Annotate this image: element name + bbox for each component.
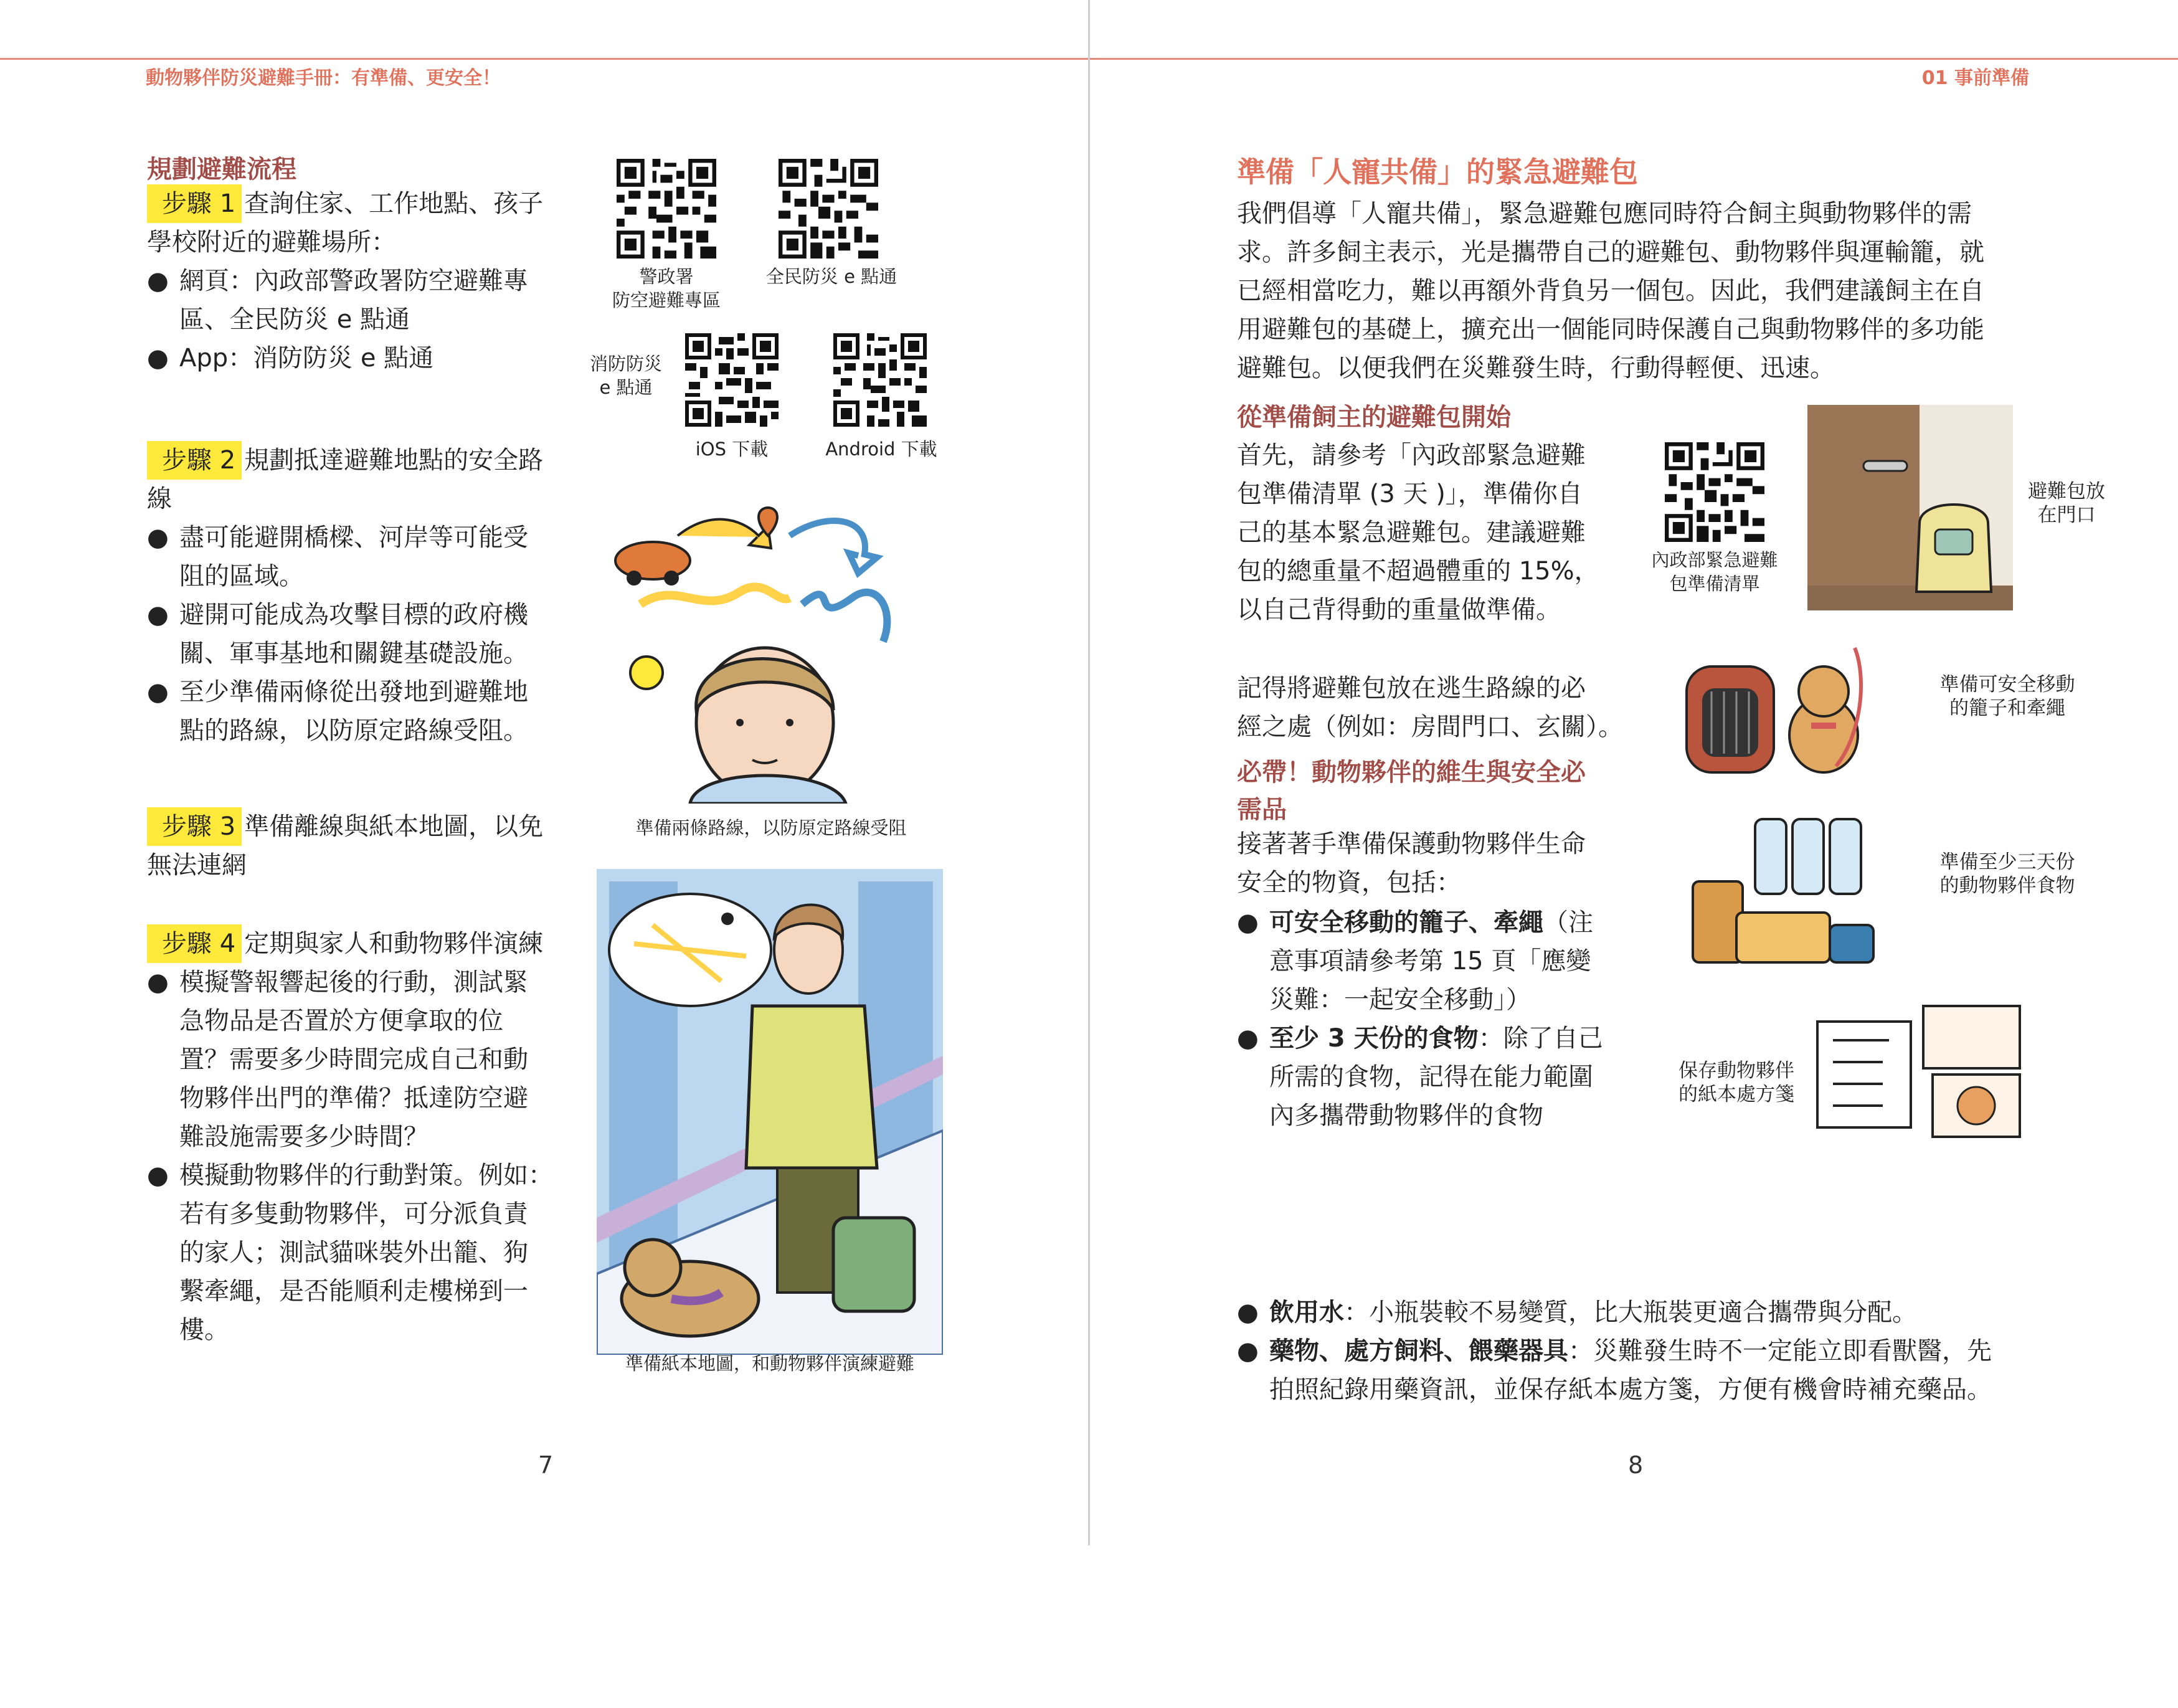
step2-bullet1	[147, 518, 577, 595]
bullet-text: 網頁：內政部警政署防空避難專	[179, 267, 528, 295]
item-text: 災難：一起安全移動」）	[1269, 985, 1531, 1014]
para-line: 包的總重量不超過體重的 15%，	[1237, 557, 1599, 586]
step1-block	[147, 184, 577, 377]
item-text: ：災難發生時不一定能立即看獸醫，先	[1568, 1337, 1992, 1365]
caption-food	[1923, 850, 2091, 898]
caption-line: 準備至少三天份	[1939, 851, 2075, 873]
remember-paragraph	[1237, 669, 1673, 746]
step3-text: 準備離線與紙本地圖，以免	[244, 812, 544, 841]
bullet-text: 區、全民防災 e 點通	[179, 305, 410, 334]
owner-bag-paragraph	[1237, 436, 1629, 629]
bullet-text: 盡可能避開橋樑、河岸等可能受	[179, 523, 528, 552]
bullet-dot: ●	[1237, 1337, 1259, 1365]
qr-caption-android: Android 下載	[825, 439, 937, 460]
step1-text-cont: 學校附近的避難場所：	[147, 228, 396, 257]
qr-caption-fire	[582, 352, 670, 399]
bullet-text: 難設施需要多少時間？	[179, 1122, 428, 1151]
item-text: ：小瓶裝較不易變質，比大瓶裝更適合攜帶與分配。	[1344, 1298, 1917, 1327]
item-bold: 可安全移動的籠子、牽繩	[1269, 908, 1543, 937]
step2-block	[147, 441, 577, 750]
bullet-text: 關、軍事基地和關鍵基礎設施。	[179, 639, 528, 668]
item-bold: 飲用水	[1269, 1298, 1344, 1327]
step2-bullet3	[147, 673, 577, 750]
running-head-left: 動物夥伴防災避難手冊：有準備、更安全！	[146, 67, 501, 89]
step2-text-cont: 線	[147, 485, 172, 513]
step3-label: 步驟 3	[147, 807, 242, 846]
page-number-right: 8	[1628, 1451, 1644, 1479]
pet-essentials-list-2	[1237, 1293, 2040, 1409]
prescription-illustration	[1814, 1003, 2026, 1140]
item-text: （注	[1543, 908, 1593, 937]
step3-block	[147, 807, 577, 885]
caption-line: 包準備清單	[1669, 573, 1760, 594]
caption-line: 的籠子和牽繩	[1949, 697, 2065, 719]
intro-paragraph	[1237, 194, 2028, 387]
page-number-left: 7	[538, 1451, 554, 1479]
step2-label: 步驟 2	[147, 441, 242, 480]
bag-at-door-illustration	[1807, 405, 2013, 610]
qr-code-all-people[interactable]	[779, 159, 878, 259]
caption-line: 消防防災	[589, 353, 662, 374]
step2-text: 規劃抵達避難地點的安全路	[244, 446, 544, 475]
item-water	[1237, 1293, 2040, 1332]
caption-line: 保存動物夥伴	[1678, 1060, 1794, 1082]
caption-line: 防空避難專區	[612, 290, 721, 311]
bullet-text: 避開可能成為攻擊目標的政府機	[179, 600, 528, 629]
pet-essentials-list	[1237, 903, 1685, 1135]
item-carrier-leash	[1237, 903, 1685, 1019]
caption-line: 的動物夥伴食物	[1939, 875, 2075, 897]
step1-bullet2	[147, 339, 577, 377]
bullet-text: 物夥伴出門的準備？抵達防空避	[179, 1084, 528, 1113]
step1-bullet1	[147, 262, 577, 339]
intro-line: 已經相當吃力，難以再額外背負另一個包。因此，我們建議飼主在自	[1237, 277, 1984, 305]
qr-code-moi-checklist[interactable]	[1665, 442, 1764, 542]
bullet-text: 急物品是否置於方便拿取的位	[179, 1007, 503, 1035]
para-line: 記得將避難包放在逃生路線的必	[1237, 674, 1586, 703]
bullet-dot: ●	[147, 968, 169, 997]
step4-block	[147, 924, 577, 1349]
subheading-line: 必帶！動物夥伴的維生與安全必	[1237, 758, 1586, 787]
bullet-dot: ●	[147, 600, 169, 629]
qr-code-police[interactable]	[617, 159, 716, 259]
step4-label: 步驟 4	[147, 924, 242, 963]
illus-caption-stairs: 準備紙本地圖，和動物夥伴演練避難	[625, 1353, 914, 1374]
bullet-dot: ●	[147, 678, 169, 706]
step3-text-cont: 無法連網	[147, 851, 247, 880]
bullet-text: 至少準備兩條從出發地到避難地	[179, 678, 528, 706]
item-medicine	[1237, 1332, 2040, 1409]
subheading-pet-essentials	[1237, 754, 1673, 828]
caption-line: 警政署	[639, 266, 694, 287]
bullet-dot: ●	[147, 523, 169, 552]
bullet-dot: ●	[147, 1161, 169, 1190]
para-line: 己的基本緊急避難包。建議避難	[1237, 518, 1586, 547]
intro-line: 避難包。以便我們在災難發生時，行動得輕便、迅速。	[1237, 354, 1835, 382]
left-page	[0, 0, 1089, 1545]
illus-caption-routes: 準備兩條路線，以防原定路線受阻	[635, 817, 907, 838]
caption-line: 內政部緊急避難	[1651, 549, 1778, 571]
pet-essentials-intro	[1237, 825, 1673, 902]
section-title: 規劃避難流程	[147, 155, 296, 184]
qr-caption-ios: iOS 下載	[695, 439, 769, 460]
step4-bullet2	[147, 1156, 577, 1349]
item-text: 意事項請參考第 15 頁「應變	[1269, 947, 1591, 975]
qr-code-ios[interactable]	[685, 333, 779, 427]
step1-label: 步驟 1	[147, 184, 242, 223]
item-text: 所需的食物，記得在能力範圍	[1269, 1063, 1593, 1091]
para-line: 首先，請參考「內政部緊急避難	[1237, 441, 1586, 470]
stairs-evacuation-illustration	[597, 869, 943, 1355]
bullet-text: 模擬警報響起後的行動，測試緊	[179, 968, 528, 997]
caption-line: 在門口	[2037, 504, 2096, 526]
bullet-text: 阻的區域。	[179, 562, 304, 591]
caption-prescription	[1662, 1059, 1811, 1106]
item-food	[1237, 1019, 1685, 1135]
subheading-line: 需品	[1237, 795, 1287, 824]
item-text: 拍照紀錄用藥資訊，並保存紙本處方箋，方便有機會時補充藥品。	[1269, 1375, 1992, 1404]
step2-bullet2	[147, 595, 577, 673]
bullet-text: 置？需要多少時間完成自己和動	[179, 1045, 528, 1074]
para-line: 接著著手準備保護動物夥伴生命	[1237, 830, 1586, 858]
para-line: 安全的物資，包括：	[1237, 868, 1461, 897]
bullet-text: 若有多隻動物夥伴，可分派負責	[179, 1200, 528, 1228]
qr-code-android[interactable]	[833, 333, 927, 427]
qr-caption-moi	[1643, 548, 1786, 595]
carrier-and-leash-illustration	[1680, 642, 1867, 785]
step4-bullet1	[147, 963, 577, 1156]
caption-line: 的紙本處方箋	[1678, 1083, 1794, 1106]
intro-line: 我們倡導「人寵共備」，緊急避難包應同時符合飼主與動物夥伴的需	[1237, 199, 1972, 228]
step4-text: 定期與家人和動物夥伴演練	[244, 929, 544, 958]
water-and-food-illustration	[1680, 807, 1880, 969]
bullet-text: App：消防防災 e 點通	[179, 344, 434, 372]
item-bold: 至少 3 天份的食物	[1269, 1024, 1479, 1053]
running-head-right: 01 事前準備	[1921, 67, 2029, 89]
caption-line: 準備可安全移動	[1939, 673, 2075, 696]
bullet-dot: ●	[1237, 1024, 1259, 1053]
step1-text: 查詢住家、工作地點、孩子	[244, 189, 544, 218]
caption-carrier	[1923, 673, 2091, 720]
qr-caption-all-people: 全民防災 e 點通	[765, 266, 897, 287]
bullet-text: 點的路線，以防原定路線受阻。	[179, 716, 528, 745]
item-bold: 藥物、處方飼料、餵藥器具	[1269, 1337, 1568, 1365]
para-line: 經之處（例如：房間門口、玄關）。	[1237, 713, 1623, 741]
para-line: 以自己背得動的重量做準備。	[1237, 595, 1561, 624]
bullet-dot: ●	[1237, 1298, 1259, 1327]
bullet-text: 樓。	[179, 1316, 229, 1344]
page-title: 準備「人寵共備」的緊急避難包	[1237, 155, 1638, 189]
intro-line: 求。許多飼主表示，光是攜帶自己的避難包、動物夥伴與運輸籠，就	[1237, 238, 1984, 267]
caption-line: e 點通	[599, 377, 653, 398]
item-text: 內多攜帶動物夥伴的食物	[1269, 1101, 1543, 1130]
bullet-text: 繫牽繩，是否能順利走樓梯到一	[179, 1277, 528, 1306]
bullet-dot: ●	[1237, 908, 1259, 937]
item-text: ：除了自己	[1478, 1024, 1603, 1053]
bullet-dot: ●	[147, 267, 169, 295]
caption-line: 避難包放	[2028, 480, 2105, 503]
para-line: 包準備清單 (3 天 )」，準備你自	[1237, 480, 1583, 508]
route-planning-illustration	[603, 498, 939, 804]
bullet-text: 模擬動物夥伴的行動對策。例如：	[179, 1161, 553, 1190]
right-page	[1089, 0, 2178, 1545]
bullet-dot: ●	[147, 344, 169, 372]
caption-bag-door	[2017, 480, 2116, 527]
intro-line: 用避難包的基礎上，擴充出一個能同時保護自己與動物夥伴的多功能	[1237, 315, 1984, 344]
bullet-text: 的家人；測試貓咪裝外出籠、狗	[179, 1238, 528, 1267]
subheading-owner-bag: 從準備飼主的避難包開始	[1237, 403, 1511, 432]
qr-caption-police	[604, 265, 729, 312]
